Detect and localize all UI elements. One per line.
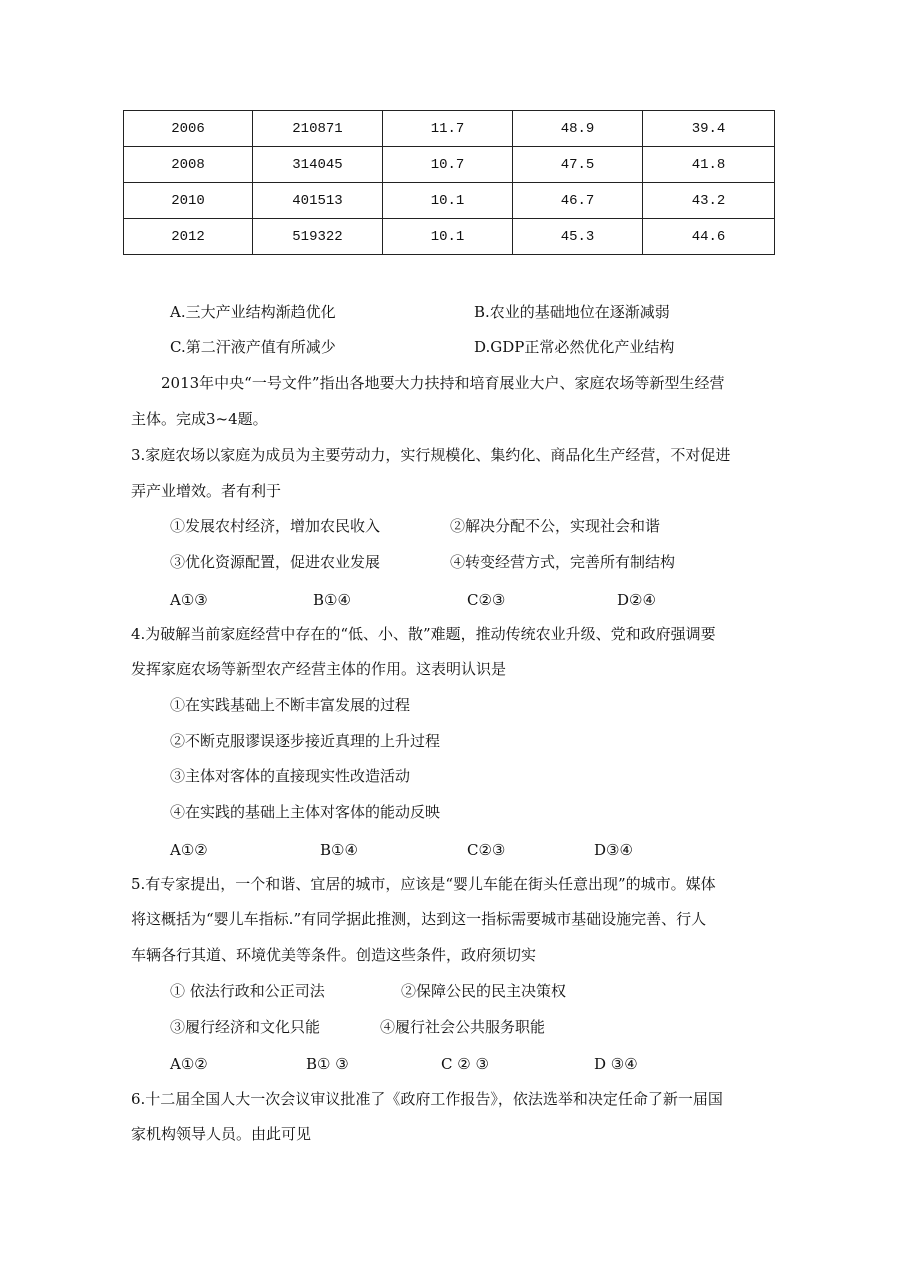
table-cell-year: 2008 xyxy=(124,147,253,183)
q2-option-b: B.农业的基础地位在逐渐减弱 xyxy=(474,303,670,321)
q4-choice-a: A①② xyxy=(170,841,208,859)
q5-item-4: ④履行社会公共服务职能 xyxy=(380,1018,546,1036)
table-row xyxy=(124,111,775,147)
table-cell-year: 2012 xyxy=(124,219,253,255)
table-row xyxy=(124,183,775,219)
table-cell: 401513 xyxy=(253,183,383,219)
q5-choice-a: A①② xyxy=(170,1055,208,1073)
table-cell-year: 2006 xyxy=(124,111,253,147)
q4-item-3: ③主体对客体的直接现实性改造活动 xyxy=(170,767,411,785)
q4-item-1: ①在实践基础上不断丰富发展的过程 xyxy=(170,696,411,714)
q3-stem-line-2: 弄产业增效。者有利于 xyxy=(131,482,282,500)
q6-stem-line-2: 家机构领导人员。由此可见 xyxy=(131,1125,312,1143)
q4-item-2: ②不断克服谬误逐步接近真理的上升过程 xyxy=(170,732,441,750)
table-cell: 46.7 xyxy=(513,183,643,219)
q5-stem-line-3: 车辆各行其道、环境优美等条件。创造这些条件，政府须切实 xyxy=(131,946,537,964)
table-cell: 44.6 xyxy=(643,219,775,255)
q4-choice-d: D③④ xyxy=(594,841,633,859)
q3-stem-line-1: 3.家庭农场以家庭为成员为主要劳动力，实行规模化、集约化、商品化生产经营，不对促进 xyxy=(131,446,731,464)
q3-item-2: ②解决分配不公，实现社会和谐 xyxy=(450,517,661,535)
table-cell: 45.3 xyxy=(513,219,643,255)
table-cell: 11.7 xyxy=(383,111,513,147)
q5-stem-line-1: 5.有专家提出，一个和谐、宜居的城市，应该是“婴儿车能在街头任意出现”的城市。媒体 xyxy=(131,875,716,893)
table-row xyxy=(124,147,775,183)
q5-choice-b: B① ③ xyxy=(306,1055,349,1073)
q3-choice-b: B①④ xyxy=(313,591,351,609)
table-cell: 39.4 xyxy=(643,111,775,147)
q5-choice-d: D ③④ xyxy=(594,1055,638,1073)
q2-option-a: A.三大产业结构渐趋优化 xyxy=(170,303,336,321)
q6-stem-line-1: 6.十二届全国人大一次会议审议批准了《政府工作报告》，依法选举和决定任命了新一届国 xyxy=(131,1090,723,1108)
table-cell: 43.2 xyxy=(643,183,775,219)
q5-item-2: ②保障公民的民主决策权 xyxy=(401,982,567,1000)
table-cell: 48.9 xyxy=(513,111,643,147)
table-cell: 314045 xyxy=(253,147,383,183)
table-cell: 210871 xyxy=(253,111,383,147)
q3-choice-c: C②③ xyxy=(467,591,506,609)
q3-choice-a: A①③ xyxy=(170,591,208,609)
q5-stem-line-2: 将这概括为“婴儿车指标.”有同学据此推测，达到这一指标需要城市基础设施完善、行人 xyxy=(131,910,707,928)
table-cell: 519322 xyxy=(253,219,383,255)
table-cell: 10.1 xyxy=(383,219,513,255)
q2-option-d: D.GDP正常必然优化产业结构 xyxy=(474,338,675,356)
gdp-table xyxy=(123,110,775,255)
table-cell: 10.7 xyxy=(383,147,513,183)
q3-item-1: ①发展农村经济，增加农民收入 xyxy=(170,517,381,535)
q4-item-4: ④在实践的基础上主体对客体的能动反映 xyxy=(170,803,441,821)
q2-option-c: C.第二汗液产值有所减少 xyxy=(170,338,336,356)
q5-choice-c: C ② ③ xyxy=(441,1055,489,1073)
intro-line-1: 2013年中央“一号文件”指出各地要大力扶持和培育展业大户、家庭农场等新型生经营 xyxy=(161,374,725,392)
q3-item-3: ③优化资源配置，促进农业发展 xyxy=(170,553,381,571)
table-cell: 41.8 xyxy=(643,147,775,183)
q3-choice-d: D②④ xyxy=(617,591,656,609)
q4-stem-line-2: 发挥家庭农场等新型农产经营主体的作用。这表明认识是 xyxy=(131,660,507,678)
q4-stem-line-1: 4.为破解当前家庭经营中存在的“低、小、散”难题，推动传统农业升级、党和政府强调要 xyxy=(131,625,716,643)
table-cell: 10.1 xyxy=(383,183,513,219)
intro-line-2: 主体。完成3~4题。 xyxy=(131,410,268,428)
q5-item-1: ① 依法行政和公正司法 xyxy=(170,982,325,1000)
q3-item-4: ④转变经营方式，完善所有制结构 xyxy=(450,553,676,571)
q4-choice-c: C②③ xyxy=(467,841,506,859)
table-row xyxy=(124,219,775,255)
table-cell-year: 2010 xyxy=(124,183,253,219)
table-cell: 47.5 xyxy=(513,147,643,183)
q4-choice-b: B①④ xyxy=(320,841,358,859)
q5-item-3: ③履行经济和文化只能 xyxy=(170,1018,321,1036)
